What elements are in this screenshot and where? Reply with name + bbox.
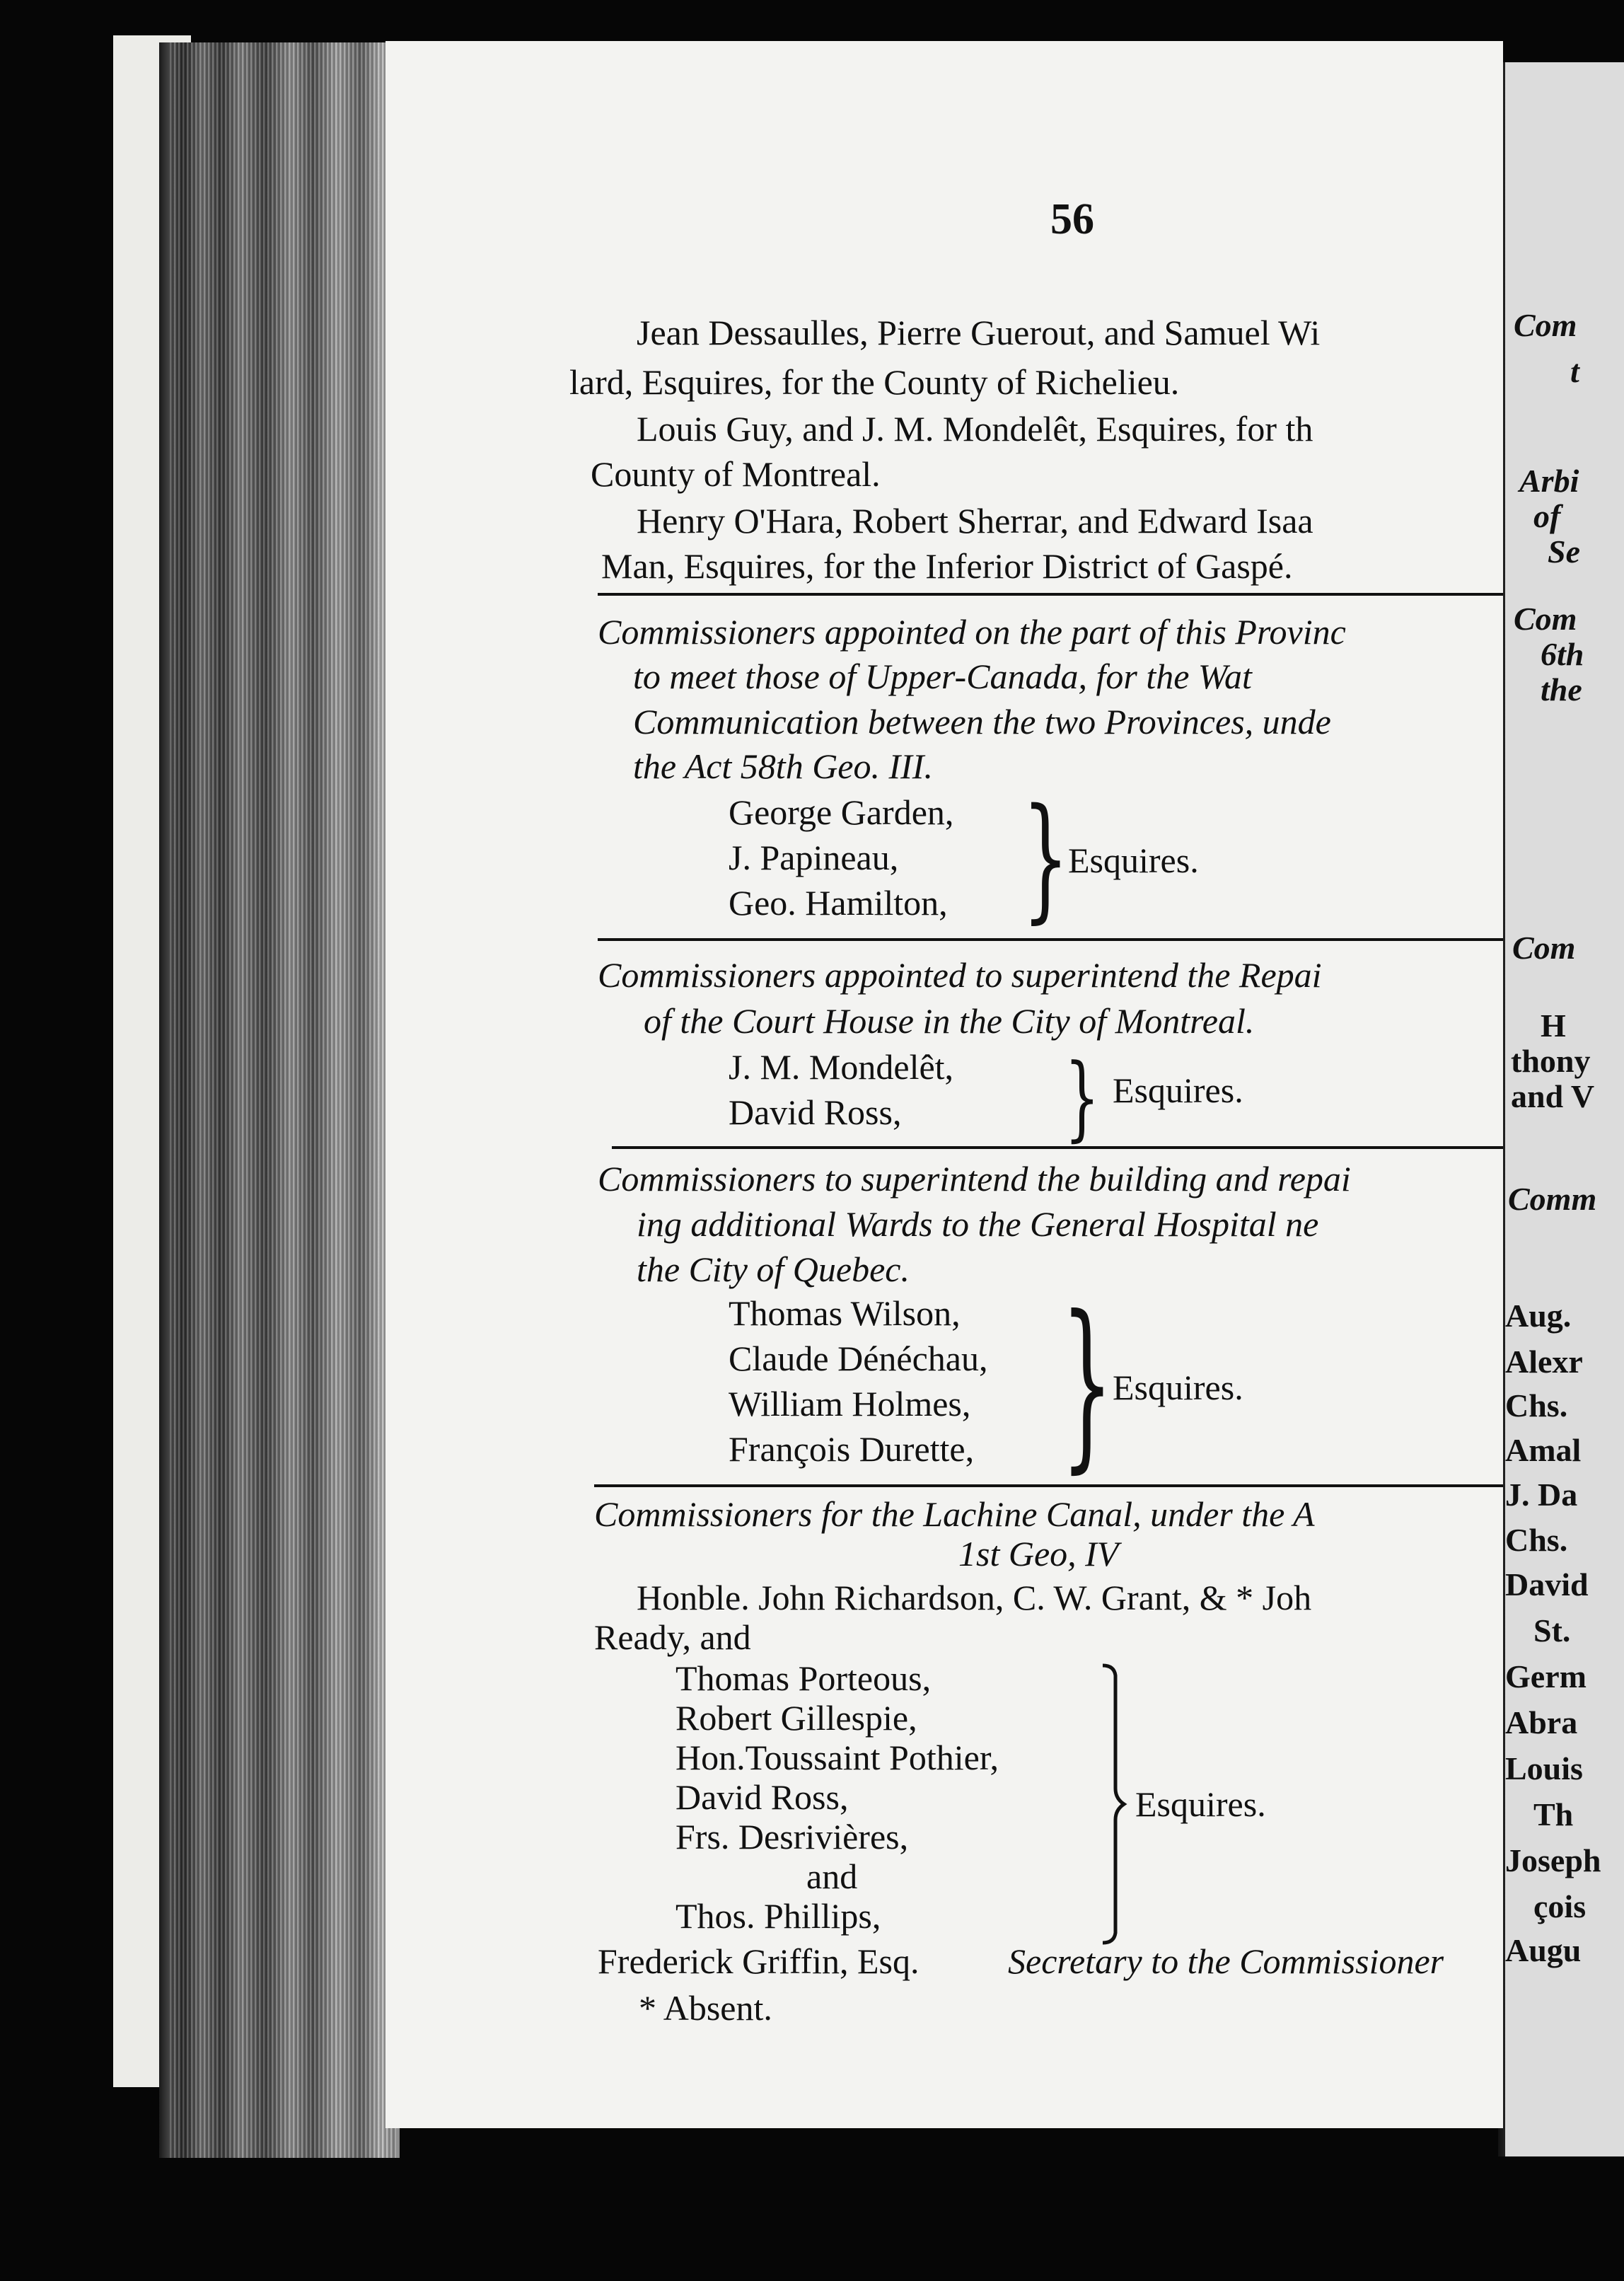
- commissioner-name: David Ross,: [675, 1777, 849, 1817]
- text-line: Ready, and: [594, 1617, 751, 1657]
- section-divider: [598, 593, 1503, 596]
- section-divider: [598, 938, 1503, 941]
- section-divider: [612, 1146, 1503, 1149]
- text-line: Man, Esquires, for the Inferior District of Gaspé.: [601, 546, 1293, 586]
- curly-brace: }: [1022, 780, 1069, 936]
- next-page-text: of: [1533, 498, 1561, 534]
- commissioner-name: Claude Dénéchau,: [729, 1339, 988, 1378]
- next-page-text: Augu: [1505, 1932, 1582, 1968]
- commissioner-name: J. Papineau,: [729, 838, 899, 877]
- next-page-text: St.: [1533, 1612, 1571, 1648]
- footnote: * Absent.: [639, 1988, 772, 2028]
- book-page: [385, 41, 1503, 2128]
- section-heading: Commissioners appointed on the part of this Provinc: [598, 612, 1346, 652]
- commissioner-name: François Durette,: [729, 1429, 975, 1469]
- section-heading: Commissioners appointed to superintend the Repai: [598, 955, 1322, 995]
- next-page-text: Comm: [1508, 1181, 1597, 1217]
- next-page-text: Germ: [1505, 1658, 1587, 1694]
- section-heading: Communication between the two Provinces, unde: [633, 702, 1331, 741]
- next-page-text: t: [1570, 353, 1579, 389]
- next-page-text: Th: [1533, 1796, 1574, 1832]
- text-line: Louis Guy, and J. M. Mondelêt, Esquires, for th: [637, 409, 1313, 449]
- book-page-edge-lines: [170, 42, 396, 2158]
- next-page-text: Com: [1514, 307, 1577, 343]
- commissioner-name: Thomas Porteous,: [675, 1658, 932, 1698]
- secretary-name: Frederick Griffin, Esq.: [598, 1941, 920, 1981]
- next-page-text: Se: [1548, 533, 1580, 570]
- commissioner-name: Frs. Desrivières,: [675, 1817, 909, 1856]
- conjunction-text: and: [806, 1856, 858, 1896]
- text-line: lard, Esquires, for the County of Richelieu.: [569, 362, 1180, 402]
- commissioner-name: J. M. Mondelêt,: [729, 1047, 954, 1087]
- commissioner-name: Thos. Phillips,: [675, 1896, 881, 1936]
- next-page-fragment: [1505, 62, 1624, 2156]
- section-heading: Commissioners for the Lachine Canal, under the A: [594, 1494, 1315, 1534]
- commissioner-name: George Garden,: [729, 792, 954, 832]
- section-heading: Commissioners to superintend the building and repai: [598, 1159, 1351, 1199]
- commissioner-name: David Ross,: [729, 1092, 902, 1132]
- section-heading: to meet those of Upper-Canada, for the Wat: [633, 657, 1252, 696]
- esquires-label: Esquires.: [1113, 1368, 1243, 1407]
- next-page-text: Alexr: [1505, 1344, 1583, 1380]
- next-page-text: the: [1541, 671, 1582, 708]
- secretary-title: Secretary to the Commissioner: [1008, 1941, 1444, 1981]
- next-page-text: Com: [1512, 930, 1576, 966]
- section-heading: the City of Quebec.: [637, 1249, 910, 1289]
- next-page-text: thony: [1511, 1043, 1591, 1079]
- square-bracket-brace: [1100, 1663, 1128, 1946]
- next-page-text: çois: [1533, 1888, 1587, 1924]
- commissioner-name: Hon.Toussaint Pothier,: [675, 1738, 999, 1777]
- commissioner-name: Robert Gillespie,: [675, 1698, 917, 1738]
- next-page-text: Chs.: [1505, 1522, 1568, 1558]
- next-page-text: and V: [1511, 1078, 1595, 1114]
- text-line: Honble. John Richardson, C. W. Grant, & * Joh: [637, 1578, 1312, 1617]
- page-number: 56: [1050, 195, 1094, 243]
- section-heading: 1st Geo, IV: [958, 1534, 1119, 1573]
- next-page-text: Joseph: [1505, 1842, 1601, 1878]
- esquires-label: Esquires.: [1135, 1784, 1266, 1824]
- section-heading: of the Court House in the City of Montreal.: [644, 1001, 1255, 1041]
- next-page-text: Com: [1514, 601, 1577, 637]
- section-divider: [594, 1484, 1503, 1487]
- next-page-text: Aug.: [1505, 1298, 1572, 1334]
- next-page-text: J. Da: [1505, 1477, 1578, 1513]
- next-page-text: Amal: [1505, 1432, 1582, 1468]
- esquires-label: Esquires.: [1113, 1070, 1243, 1110]
- curly-brace: }: [1061, 1277, 1113, 1489]
- text-line: Jean Dessaulles, Pierre Guerout, and Samuel Wi: [637, 313, 1321, 352]
- next-page-text: David: [1505, 1566, 1589, 1603]
- next-page-text: 6th: [1541, 636, 1584, 672]
- commissioner-name: Thomas Wilson,: [729, 1293, 961, 1333]
- next-page-text: Arbi: [1519, 463, 1579, 499]
- esquires-label: Esquires.: [1068, 841, 1199, 880]
- next-page-text: Abra: [1505, 1704, 1578, 1740]
- section-heading: the Act 58th Geo. III.: [633, 746, 933, 786]
- text-line: County of Montreal.: [591, 454, 881, 494]
- next-page-text: Louis: [1505, 1750, 1583, 1786]
- next-page-text: H: [1541, 1007, 1566, 1044]
- curly-brace: }: [1065, 1044, 1100, 1151]
- next-page-text: Chs.: [1505, 1387, 1568, 1424]
- section-heading: ing additional Wards to the General Hospital ne: [637, 1204, 1319, 1244]
- commissioner-name: Geo. Hamilton,: [729, 883, 948, 923]
- commissioner-name: William Holmes,: [729, 1384, 971, 1424]
- text-line: Henry O'Hara, Robert Sherrar, and Edward Isaa: [637, 501, 1313, 541]
